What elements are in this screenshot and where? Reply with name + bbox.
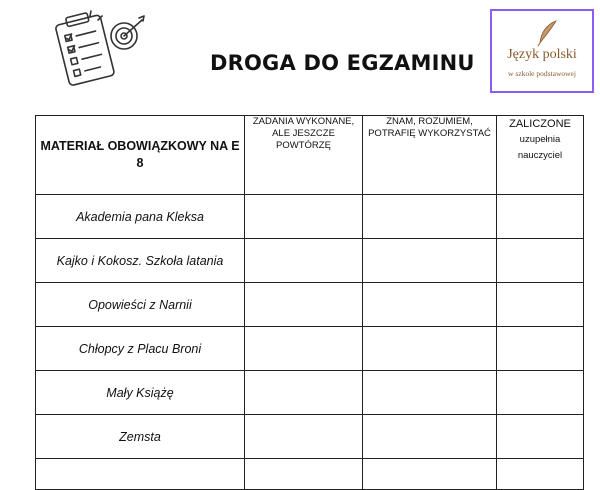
checkbox-cell-to-repeat[interactable] [245,371,363,415]
checkbox-cell-to-repeat[interactable] [245,459,363,490]
table-row [36,283,584,327]
feather-quill-icon [536,19,560,47]
reading-title: Zemsta [36,415,245,459]
column-header-know: ZNAM, ROZUMIEM, POTRAFIĘ WYKORZYSTAĆ [363,116,497,195]
checkbox-cell-know[interactable] [363,327,497,371]
page-title: DROGA DO EGZAMINU [210,51,475,75]
column-header-passed-label: ZALICZONE [509,118,571,130]
reading-title: Opowieści z Narnii [36,283,245,327]
clipboard-checklist-target-icon [50,8,150,86]
checkbox-cell-to-repeat[interactable] [245,283,363,327]
checkbox-cell-to-repeat[interactable] [245,239,363,283]
checkbox-cell-know[interactable] [363,195,497,239]
column-header-passed [497,116,584,195]
table-row [36,327,584,371]
checkbox-cell-passed[interactable] [497,195,584,239]
checkbox-cell-to-repeat[interactable] [245,415,363,459]
table-row [36,415,584,459]
checkbox-cell-know[interactable] [363,371,497,415]
checkbox-cell-know[interactable] [363,415,497,459]
checkbox-cell-passed[interactable] [497,239,584,283]
checkbox-cell-passed[interactable] [497,415,584,459]
table-header-row [36,116,584,195]
column-header-to-repeat: ZADANIA WYKONANE, ALE JESZCZE POWTÓRZĘ [245,116,363,195]
checkbox-cell-passed[interactable] [497,327,584,371]
reading-title: Akademia pana Kleksa [36,195,245,239]
checkbox-cell-know[interactable] [363,459,497,490]
reading-title: Kajko i Kokosz. Szkoła latania [36,239,245,283]
table-row [36,239,584,283]
checkbox-cell-passed[interactable] [497,283,584,327]
checkbox-cell-know[interactable] [363,283,497,327]
checkbox-cell-know[interactable] [363,239,497,283]
logo-subtitle: w szkole podstawowej [508,69,576,78]
reading-title-empty [36,459,245,490]
exam-progress-table [35,115,584,490]
table-row [36,371,584,415]
column-header-material: MATERIAŁ OBOWIĄZKOWY NA E 8 [36,116,245,195]
checkbox-cell-passed[interactable] [497,371,584,415]
logo-name: Język polski [507,47,577,62]
reading-title: Chłopcy z Placu Broni [36,327,245,371]
table-row [36,195,584,239]
checkbox-cell-to-repeat[interactable] [245,195,363,239]
table-row-partial [36,459,584,490]
logo [490,9,594,93]
checkbox-cell-to-repeat[interactable] [245,327,363,371]
reading-title: Mały Książę [36,371,245,415]
checkbox-cell-passed[interactable] [497,459,584,490]
column-header-passed-note: uzupełnia nauczyciel [517,134,563,161]
